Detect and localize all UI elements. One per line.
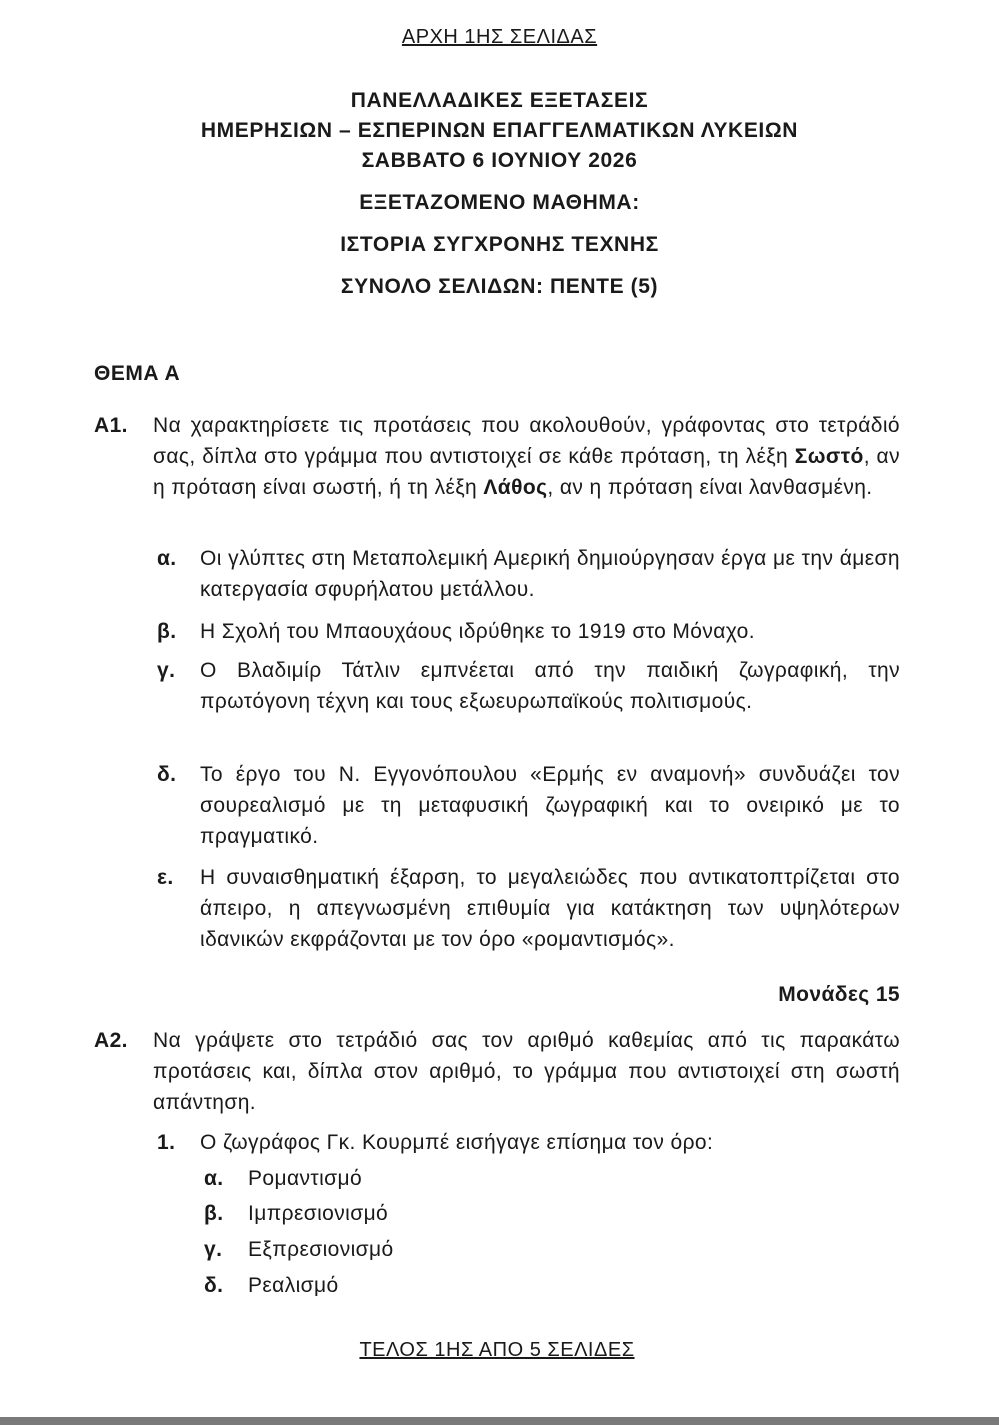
option-text: Εξπρεσιονισμό (248, 1238, 394, 1261)
statement-b (157, 616, 900, 647)
option-text: Ρεαλισμό (248, 1274, 339, 1297)
window-bottom-edge (0, 1417, 999, 1425)
keyword-wrong: Λάθος (483, 476, 548, 499)
keyword-correct: Σωστό (794, 445, 864, 468)
statement-letter: ε. (157, 866, 174, 889)
statement-text: Το έργο του Ν. Εγγονόπουλου «Ερμής εν αναμονή» συνδυάζει τον σουρεαλισμό με τη μεταφυσική ζωγραφική και το ονειρικό με το πραγματικό. (200, 763, 900, 848)
statement-text: Ο Βλαδιμίρ Τάτλιν εμπνέεται από την παιδική ζωγραφική, την πρωτόγονη τέχνη και τους εξωευρωπαϊκούς πολιτισμούς. (200, 659, 900, 713)
question-text-part: , αν η πρόταση είναι λανθασμένη. (547, 476, 873, 499)
subquestion-1 (157, 1127, 900, 1158)
statement-letter: β. (157, 620, 177, 643)
question-text (153, 410, 900, 503)
option-c (204, 1234, 394, 1265)
subquestion-text: Ο ζωγράφος Γκ. Κουρμπέ εισήγαγε επίσημα τον όρο: (200, 1131, 714, 1154)
exam-header (0, 86, 999, 302)
question-text: Να γράψετε στο τετράδιό σας τον αριθμό καθεμίας από τις παρακάτω προτάσεις και, δίπλα στον αριθμό, το γράμμα που αντιστοιχεί στη σωστή απάντηση. (153, 1029, 900, 1114)
page-end-marker: ΤΕΛΟΣ 1ΗΣ ΑΠΟ 5 ΣΕΛΙΔΕΣ (359, 1339, 635, 1361)
option-letter: δ. (204, 1274, 224, 1297)
header-total-pages: ΣΥΝΟΛΟ ΣΕΛΙΔΩΝ: ΠΕΝΤΕ (5) (340, 275, 659, 298)
statement-letter: δ. (157, 763, 177, 786)
marks-label: Μονάδες 15 (778, 983, 900, 1006)
header-subject-label: ΕΞΕΤΑΖΟΜΕΝΟ ΜΑΘΗΜΑ: (359, 191, 640, 214)
subquestion-number: 1. (157, 1131, 176, 1154)
option-d (204, 1270, 339, 1301)
statement-a (157, 543, 900, 605)
statement-e (157, 862, 900, 955)
page-start-marker: ΑΡΧΗ 1ΗΣ ΣΕΛΙΔΑΣ (401, 26, 598, 48)
option-text: Ρομαντισμό (248, 1167, 363, 1190)
statement-letter: γ. (157, 659, 176, 682)
option-b (204, 1198, 388, 1229)
question-a1 (94, 410, 900, 503)
statement-letter: α. (157, 547, 177, 570)
statement-d (157, 759, 900, 852)
question-number: Α1. (94, 414, 128, 437)
statement-text: Η συναισθηματική έξαρση, το μεγαλειώδες που αντικατοπτρίζεται στο άπειρο, η απεγνωσμένη επιθυμία για κατάκτηση των υψηλότερων ιδανικών εκφράζονται με τον όρο «ρομαντισμός». (200, 866, 900, 951)
option-a (204, 1163, 362, 1194)
theme-title: ΘΕΜΑ Α (94, 362, 181, 385)
statement-c (157, 655, 900, 717)
statement-text: Οι γλύπτες στη Μεταπολεμική Αμερική δημιούργησαν έργα με την άμεση κατεργασία σφυρήλατου μετάλλου. (200, 547, 900, 601)
question-a2 (94, 1025, 900, 1118)
header-line-exams: ΠΑΝΕΛΛΑΔΙΚΕΣ ΕΞΕΤΑΣΕΙΣ (350, 89, 649, 112)
question-number: Α2. (94, 1029, 128, 1052)
header-subject-name: ΙΣΤΟΡΙΑ ΣΥΓΧΡΟΝΗΣ ΤΕΧΝΗΣ (340, 233, 659, 256)
question-text-part: , αν η πρόταση είναι σωστή, ή τη λέξη (153, 445, 900, 499)
header-date: ΣΑΒΒΑΤΟ 6 ΙΟΥΝΙΟΥ 2026 (361, 149, 638, 172)
statement-text: Η Σχολή του Μπαουχάους ιδρύθηκε το 1919 στο Μόναχο. (200, 620, 755, 643)
header-line-schools: ΗΜΕΡΗΣΙΩΝ – ΕΣΠΕΡΙΝΩΝ ΕΠΑΓΓΕΛΜΑΤΙΚΩΝ ΛΥΚΕΙΩΝ (200, 119, 799, 142)
question-text-part: Να χαρακτηρίσετε τις προτάσεις που ακολουθούν, γράφοντας στο τετράδιό σας, δίπλα στο γράμμα που αντιστοιχεί σε κάθε πρόταση, τη λέξη (153, 414, 900, 468)
option-letter: α. (204, 1167, 224, 1190)
option-letter: β. (204, 1202, 224, 1225)
option-letter: γ. (204, 1238, 223, 1261)
option-text: Ιμπρεσιονισμό (248, 1202, 389, 1225)
